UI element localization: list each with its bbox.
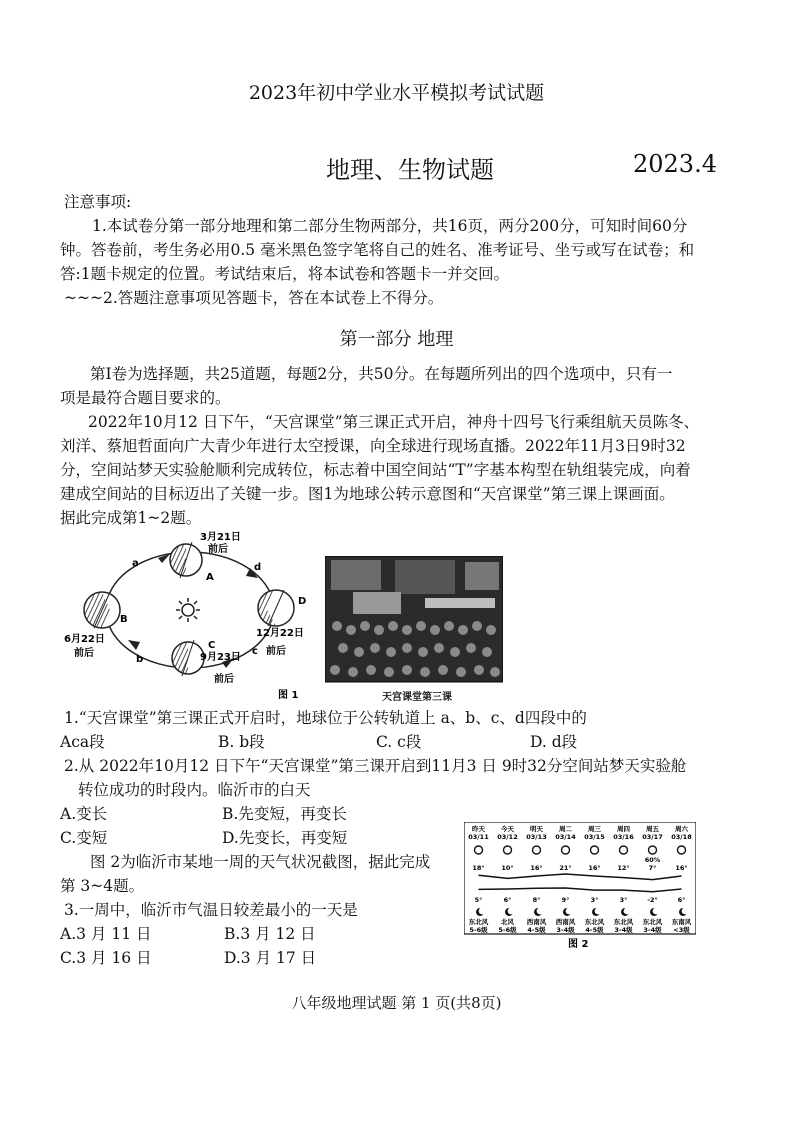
weather-high-temp: 7° [648,864,657,872]
orbit-arrow-icon [128,640,140,650]
weather-low-temp: 9° [561,896,570,904]
label-A: A [206,572,214,583]
weather-day-label: 周三 [588,825,601,833]
weather-low-temp: 8° [532,896,541,904]
q2-option-b: B.先变短，再变长 [222,805,347,823]
weather-high-temp: 16° [588,864,601,872]
weather-wind-level: <3级 [673,926,690,934]
label-a: a [132,558,139,569]
q2-option-d: D.先变长，再变短 [222,829,348,847]
weather-day-label: 昨天 [472,825,485,833]
q3-option-d: D.3 月 17 日 [224,949,317,967]
q2-stem-2: 转位成功的时段内。临沂市的白天 [78,781,311,799]
q2-stem-1: 2.从 2022年10月12 日下午“天宫课堂”第三课开启到11月3 日 9时32分空间站梦天实验舱 [64,757,687,775]
weather-date-label: 03/17 [642,833,663,841]
label-b: b [136,654,144,665]
weather-wind-level: 4-5级 [585,926,604,934]
figure2-caption: 图 2 [568,939,589,950]
weather-low-temp: 5° [474,896,483,904]
exam-title: 2023年初中学业水平模拟考试试题 [248,82,545,104]
weather-day-label: 周六 [675,825,688,833]
passage-line-1: 2022年10月12 日下午，“天宫课堂”第三课正式开启，神舟十四号飞行乘组航天员陈冬、 [88,413,700,431]
label-C: C [208,640,216,651]
weather-low-temp: -2° [647,896,658,904]
section-intro-2: 项是最符合题目要求的。 [60,389,231,407]
weather-day-label: 明天 [530,825,543,833]
weather-forecast-figure [464,822,696,950]
passage-line-4: 建成空间站的目标迈出了关键一步。图1为地球公转示意图和“天宫课堂”第三课上课画面。 [60,485,675,503]
notice-heading: 注意事项: [64,193,132,211]
label-sep23: 9月23日 [200,652,241,663]
q2-option-c: C.变短 [60,829,108,847]
notice-line-3: 答:1题卡规定的位置。考试结束后，将本试卷和答题卡一并交回。 [60,265,510,283]
q3-option-a: A.3 月 11 日 [60,925,152,943]
weather-wind-level: 5-6级 [498,926,517,934]
weather-wind-level: 3-4级 [556,926,575,934]
weather-wind-level: 5-6级 [469,926,488,934]
section-intro-1: 第Ⅰ卷为选择题，共25道题，每题2分，共50分。在每题所列出的四个选项中，只有一 [90,365,673,383]
label-jun22: 6月22日 [64,634,105,645]
weather-high-temp: 10° [501,864,514,872]
label-c: c [252,646,258,657]
label-d: d [254,562,262,573]
weather-wind-dir: 东北风 [468,918,489,926]
sun-icon [176,598,200,622]
weather-wind-level: 3-4级 [643,926,662,934]
label-dec22: 12月22日 [256,628,304,639]
weather-wind-dir: 东北风 [584,918,605,926]
subject-title: 地理、生物试题 [326,156,494,184]
photo-caption: 天宫课堂第三课 [382,692,452,703]
exam-date: 2023.4 [633,150,717,178]
weather-wind-dir: 东北风 [613,918,634,926]
q3-option-c: C.3 月 16 日 [60,949,152,967]
weather-wind-level: 3-4级 [614,926,633,934]
fig2-intro-2: 第 3~4题。 [60,877,145,895]
passage-line-2: 刘洋、蔡旭哲面向广大青少年进行太空授课，向全球进行现场直播。2022年11月3日9时32 [60,437,686,455]
q1-stem: 1.“天宫课堂”第三课正式开启时，地球位于公转轨道上 a、b、c、d四段中的 [64,709,587,727]
weather-date-label: 03/13 [526,833,547,841]
notice-line-2: 钟。答卷前，考生务必用0.5 毫米黑色签字笔将自己的姓名、准考证号、坐亏或写在试卷；和 [60,241,695,259]
weather-precip: 60% [644,856,661,864]
figure1-caption: 图 1 [278,690,299,701]
label-D: D [298,596,307,607]
label-mar21: 3月21日 [200,532,241,543]
q2-option-a: A.变长 [60,805,108,823]
weather-date-label: 03/18 [671,833,692,841]
q1-option-a: Aca段 [60,733,105,751]
weather-wind-dir: 西南风 [526,918,547,926]
tiangong-classroom-photo [325,556,503,686]
earth-orbit-diagram [62,530,324,702]
notice-line-1: 1.本试卷分第一部分地理和第二部分生物两部分，共16页，两分200分，可知时间60分 [92,217,688,235]
earth-icon [84,592,120,628]
earth-icon [258,590,294,626]
weather-date-label: 03/15 [584,833,605,841]
label-jun22-b: 前后 [74,648,94,659]
weather-high-temp: 21° [559,864,572,872]
weather-high-temp: 16° [675,864,688,872]
section-title: 第一部分 地理 [339,329,454,350]
weather-wind-dir: 东北风 [642,918,663,926]
weather-date-label: 03/16 [613,833,634,841]
label-sep23-b: 前后 [214,674,234,685]
q1-option-d: D. d段 [530,733,578,751]
weather-low-temp: 3° [590,896,599,904]
page-footer: 八年级地理试题 第 1 页(共8页) [291,994,502,1012]
weather-day-label: 周二 [559,825,572,833]
weather-day-label: 今天 [501,825,514,833]
passage-line-3: 分，空间站梦天实验舱顺利完成转位，标志着中国空间站“T”字基本构型在轨组装完成，向着 [60,461,691,479]
weather-wind-level: 4-5级 [527,926,546,934]
weather-wind-dir: 西南风 [555,918,576,926]
label-dec22-b: 前后 [266,646,286,657]
weather-high-temp: 16° [530,864,543,872]
notice-line-4: ~~~2.答题注意事项见答题卡，答在本试卷上不得分。 [64,289,444,307]
weather-low-temp: 6° [503,896,512,904]
label-mar21-b: 前后 [208,544,228,555]
q1-option-b: B. b段 [218,733,265,751]
weather-date-label: 03/12 [497,833,518,841]
weather-day-label: 周四 [617,825,630,833]
fig2-intro-1: 图 2为临沂市某地一周的天气状况截图，据此完成 [90,853,431,871]
q3-stem: 3.一周中，临沂市气温日较差最小的一天是 [64,901,358,919]
passage-line-5: 据此完成第1~2题。 [60,509,202,527]
weather-high-temp: 18° [472,864,485,872]
label-B: B [120,614,128,625]
weather-date-label: 03/11 [468,833,489,841]
weather-low-temp: 3° [619,896,628,904]
q1-option-c: C. c段 [376,733,422,751]
q3-option-b: B.3 月 12 日 [224,925,316,943]
weather-low-temp: 6° [677,896,686,904]
weather-high-temp: 12° [617,864,630,872]
weather-wind-dir: 东南风 [671,918,692,926]
weather-wind-dir: 北风 [501,918,514,926]
weather-day-label: 周五 [646,825,659,833]
weather-date-label: 03/14 [555,833,576,841]
earth-icon [170,542,202,578]
